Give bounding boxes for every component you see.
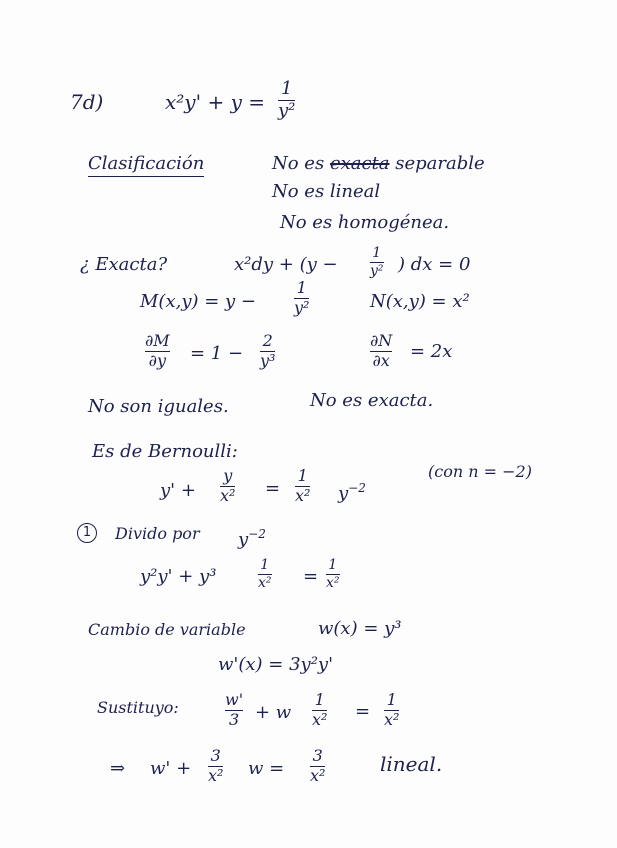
bern-exp: −2: [348, 481, 366, 495]
not-equal-note: No son iguales.: [88, 396, 229, 417]
final-eq-b: w =: [248, 758, 285, 779]
classification-line-1: [272, 155, 485, 173]
substitute-title: Sustituyo:: [97, 698, 179, 717]
final-frac2-den: x²: [310, 765, 326, 785]
bernoulli-eq-b: [338, 482, 366, 503]
rhs-numerator: 1: [280, 78, 293, 99]
sub-frac1-num: w': [225, 690, 244, 709]
dM-den: ∂y: [148, 350, 166, 370]
bern-frac2-num: 1: [297, 466, 308, 485]
change-derivative: w'(x) = 3y²y': [218, 654, 334, 675]
dM-frac-num: 2: [262, 331, 273, 350]
dN-rest: = 2x: [410, 341, 453, 362]
bern-y: y: [338, 483, 349, 504]
final-lineal-label: lineal.: [380, 752, 443, 776]
substitute-fraction-1: [225, 692, 243, 729]
N-definition: N(x,y) = x²: [370, 291, 470, 312]
exact-equation-b: ) dx = 0: [398, 254, 471, 275]
step1-fraction-2: [326, 558, 340, 590]
step1-frac1-num: 1: [260, 557, 270, 573]
problem-equation-rhs: [278, 80, 295, 121]
problem-label: 7d): [70, 90, 104, 114]
final-frac2-num: 3: [312, 746, 323, 765]
step1-frac2-den: x²: [326, 574, 340, 591]
bern-frac2-den: x²: [295, 485, 311, 505]
bernoulli-fraction-2: [295, 468, 310, 505]
substitute-equals: =: [355, 701, 371, 722]
sub-frac2-den: x²: [312, 709, 328, 729]
bernoulli-eq-a: y' +: [160, 480, 196, 501]
substitute-plus-w: + w: [255, 702, 292, 723]
M-frac-den: y²: [294, 297, 310, 317]
substitute-fraction-3: [384, 692, 399, 729]
bernoulli-fraction-1: [220, 468, 235, 505]
M-definition: M(x,y) = y −: [140, 291, 257, 312]
implies-arrow: ⇒: [110, 758, 126, 779]
dM-rest: = 1 −: [190, 343, 244, 364]
step1-frac2-num: 1: [328, 557, 338, 573]
exact-frac-num: 1: [372, 245, 382, 261]
step1-fraction-1: [258, 558, 272, 590]
classification-title-text: Clasificación: [88, 153, 204, 177]
substitute-fraction-2: [312, 692, 327, 729]
change-definition: w(x) = y³: [318, 618, 402, 639]
line1-struck-word: exacta: [329, 153, 390, 174]
exact-equation-a: x²dy + (y −: [234, 254, 338, 275]
classification-title: [88, 155, 204, 173]
dN-den: ∂x: [372, 350, 390, 370]
classification-line-2: No es lineal: [272, 181, 381, 202]
rhs-denominator: y²: [278, 99, 296, 121]
step1-text: Divido por: [115, 524, 200, 543]
step-number-circle: 1: [77, 523, 97, 543]
sub-frac3-den: x²: [384, 709, 400, 729]
step1-equals: =: [303, 566, 319, 587]
step1-frac1-den: x²: [258, 574, 272, 591]
sub-frac1-den: 3: [228, 709, 240, 729]
dM-fraction: [260, 333, 275, 370]
exact-question: ¿ Exacta?: [80, 254, 168, 275]
sub-frac3-num: 1: [386, 690, 397, 709]
dM-frac-den: y³: [260, 350, 276, 370]
bern-frac1-den: x²: [220, 485, 236, 505]
final-fraction-1: [208, 748, 223, 785]
problem-equation-lhs: x²y' + y =: [165, 90, 265, 114]
bernoulli-title: Es de Bernoulli:: [92, 441, 238, 462]
step1-exp: −2: [248, 527, 266, 541]
exact-equation-fraction: [370, 246, 384, 278]
dM-dy-fraction: [145, 333, 170, 370]
line1-prefix: No es: [272, 153, 325, 174]
classification-line-3: No es homogénea.: [280, 212, 450, 233]
line1-suffix: separable: [395, 153, 485, 174]
dN-dx-fraction: [370, 333, 392, 370]
exact-frac-den: y²: [370, 262, 384, 279]
final-eq-a: w' +: [150, 758, 192, 779]
M-frac-num: 1: [296, 278, 307, 297]
final-frac1-num: 3: [210, 746, 221, 765]
M-fraction: [294, 280, 309, 317]
final-fraction-2: [310, 748, 325, 785]
step1-term: [238, 528, 266, 549]
bernoulli-equals: =: [265, 478, 281, 499]
sub-frac2-num: 1: [314, 690, 325, 709]
change-title: Cambio de variable: [88, 620, 246, 639]
step1-y: y: [238, 529, 249, 550]
final-frac1-den: x²: [208, 765, 224, 785]
bernoulli-note: (con n = −2): [428, 462, 532, 481]
bern-frac1-num: y: [223, 466, 233, 485]
dM-num: ∂M: [145, 331, 170, 350]
dN-num: ∂N: [370, 331, 393, 350]
step1-eq-a: y²y' + y³: [140, 566, 217, 587]
not-exact-note: No es exacta.: [310, 390, 434, 411]
